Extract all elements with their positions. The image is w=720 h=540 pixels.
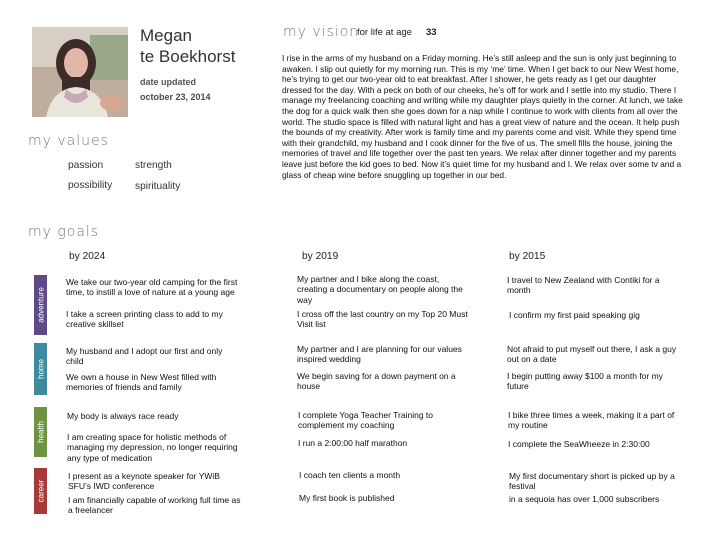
goal-adventure-2019-b: I cross off the last country on my Top 20 Must Visit list (297, 309, 468, 330)
values-heading: my values (28, 133, 109, 149)
goal-adventure-2015-a: I travel to New Zealand with Contiki for a month (507, 275, 660, 296)
goal-home-2019-b: We begin saving for a down payment on a house (297, 371, 456, 392)
goal-career-2015-b: in a sequoia has over 1,000 subscribers (509, 494, 660, 504)
goal-health-2024-b: I am creating space for holistic methods of managing my depression, no longer requiring any type of medication (67, 432, 238, 463)
column-2015: by 2015 (509, 251, 546, 262)
goal-health-2019-b: I run a 2:00:00 half marathon (298, 438, 408, 448)
goal-home-2015-b: I begin putting away $100 a month for my future (507, 371, 663, 392)
goals-heading: my goals (28, 224, 100, 240)
value-possibility: possibility (68, 180, 113, 191)
last-name: te Boekhorst (140, 47, 236, 66)
vision-age: 33 (426, 27, 437, 38)
goal-health-2024-a: My body is always race ready (67, 411, 179, 421)
column-2024: by 2024 (69, 251, 106, 262)
category-tab-career: career (34, 468, 47, 514)
column-2019: by 2019 (302, 251, 339, 262)
goal-health-2015-a: I bike three times a week, making it a part of my routine (508, 410, 675, 431)
goal-career-2024-b: I am financially capable of working full time as a freelancer (68, 495, 241, 516)
goal-adventure-2024-b: I take a screen printing class to add to my creative skillset (66, 309, 223, 330)
goal-health-2015-b: I complete the SeaWheeze in 2:30:00 (508, 439, 650, 449)
value-spirituality: spirituality (135, 181, 181, 192)
category-tab-adventure: adventure (34, 275, 47, 335)
vision-heading: my vision (283, 24, 360, 40)
value-passion: passion (68, 160, 104, 171)
goal-adventure-2015-b: I confirm my first paid speaking gig (509, 310, 640, 320)
goal-career-2019-a: I coach ten clients a month (299, 470, 401, 480)
value-strength: strength (135, 160, 172, 171)
category-tab-home: home (34, 343, 47, 395)
vision-subheading: for life at age (357, 27, 412, 38)
first-name: Megan (140, 26, 192, 45)
category-tab-health: health (34, 407, 47, 457)
goal-home-2015-a: Not afraid to put myself out there, I ask a guy out on a date (507, 344, 677, 365)
goal-career-2015-a: My first documentary short is picked up by a festival (509, 471, 675, 492)
goal-home-2024-b: We own a house in New West filled with memories of friends and family (66, 372, 217, 393)
vision-text: I rise in the arms of my husband on a Friday morning. He’s still asleep and the sun is only just beginning to awaken. I slip out quietly for my morning run. This is my ‘me’ time. When I get back to our New West home, he’s trying to get our two-year old to eat breakfast. After I shower, he gets ready as I get our daughter dressed for the day. With a peck on both of our cheeks, he’s off for work and I settle into my studio. There I manage my freelancing coaching and writing while my daughter plays quietly in the corner. At lunch, we take the dog for a quick walk then she goes down for a nap while I continue to work with clients from all over the world. The studio space is filled with natural light and has a great view of nature and the ocean. It help push the bounds of my creativity. After work is family time and my parents come and visit. While they spend time with their grandchild, my husband and I cook dinner for the five of us. The smell fills the house, joining the memories of travel and life together over the past ten years. We relax after dinner together and my parents leave just before the kid goes to bed. Now it’s quiet time for my husband and I. We relax over some tv and a glass of cheap wine before snuggling up together in our bed. (282, 53, 683, 180)
goal-career-2024-a: I present as a keynote speaker for YWiB SFU’s IWD conference (68, 471, 220, 492)
date-label: date updated (140, 77, 197, 87)
goal-adventure-2024-a: We take our two-year old camping for the first time, to instill a love of nature at a young age (66, 277, 238, 298)
goal-home-2024-a: My husband and I adopt our first and only child (66, 346, 223, 367)
goal-career-2019-b: My first book is published (299, 493, 395, 503)
goal-health-2019-a: I complete Yoga Teacher Training to complement my coaching (298, 410, 433, 431)
profile-photo (32, 27, 128, 117)
date-value: october 23, 2014 (140, 92, 211, 102)
goal-adventure-2019-a: My partner and I bike along the coast, creating a documentary on people along the way (297, 274, 463, 305)
goal-home-2019-a: My partner and I are planning for our values inspired wedding (297, 344, 462, 365)
